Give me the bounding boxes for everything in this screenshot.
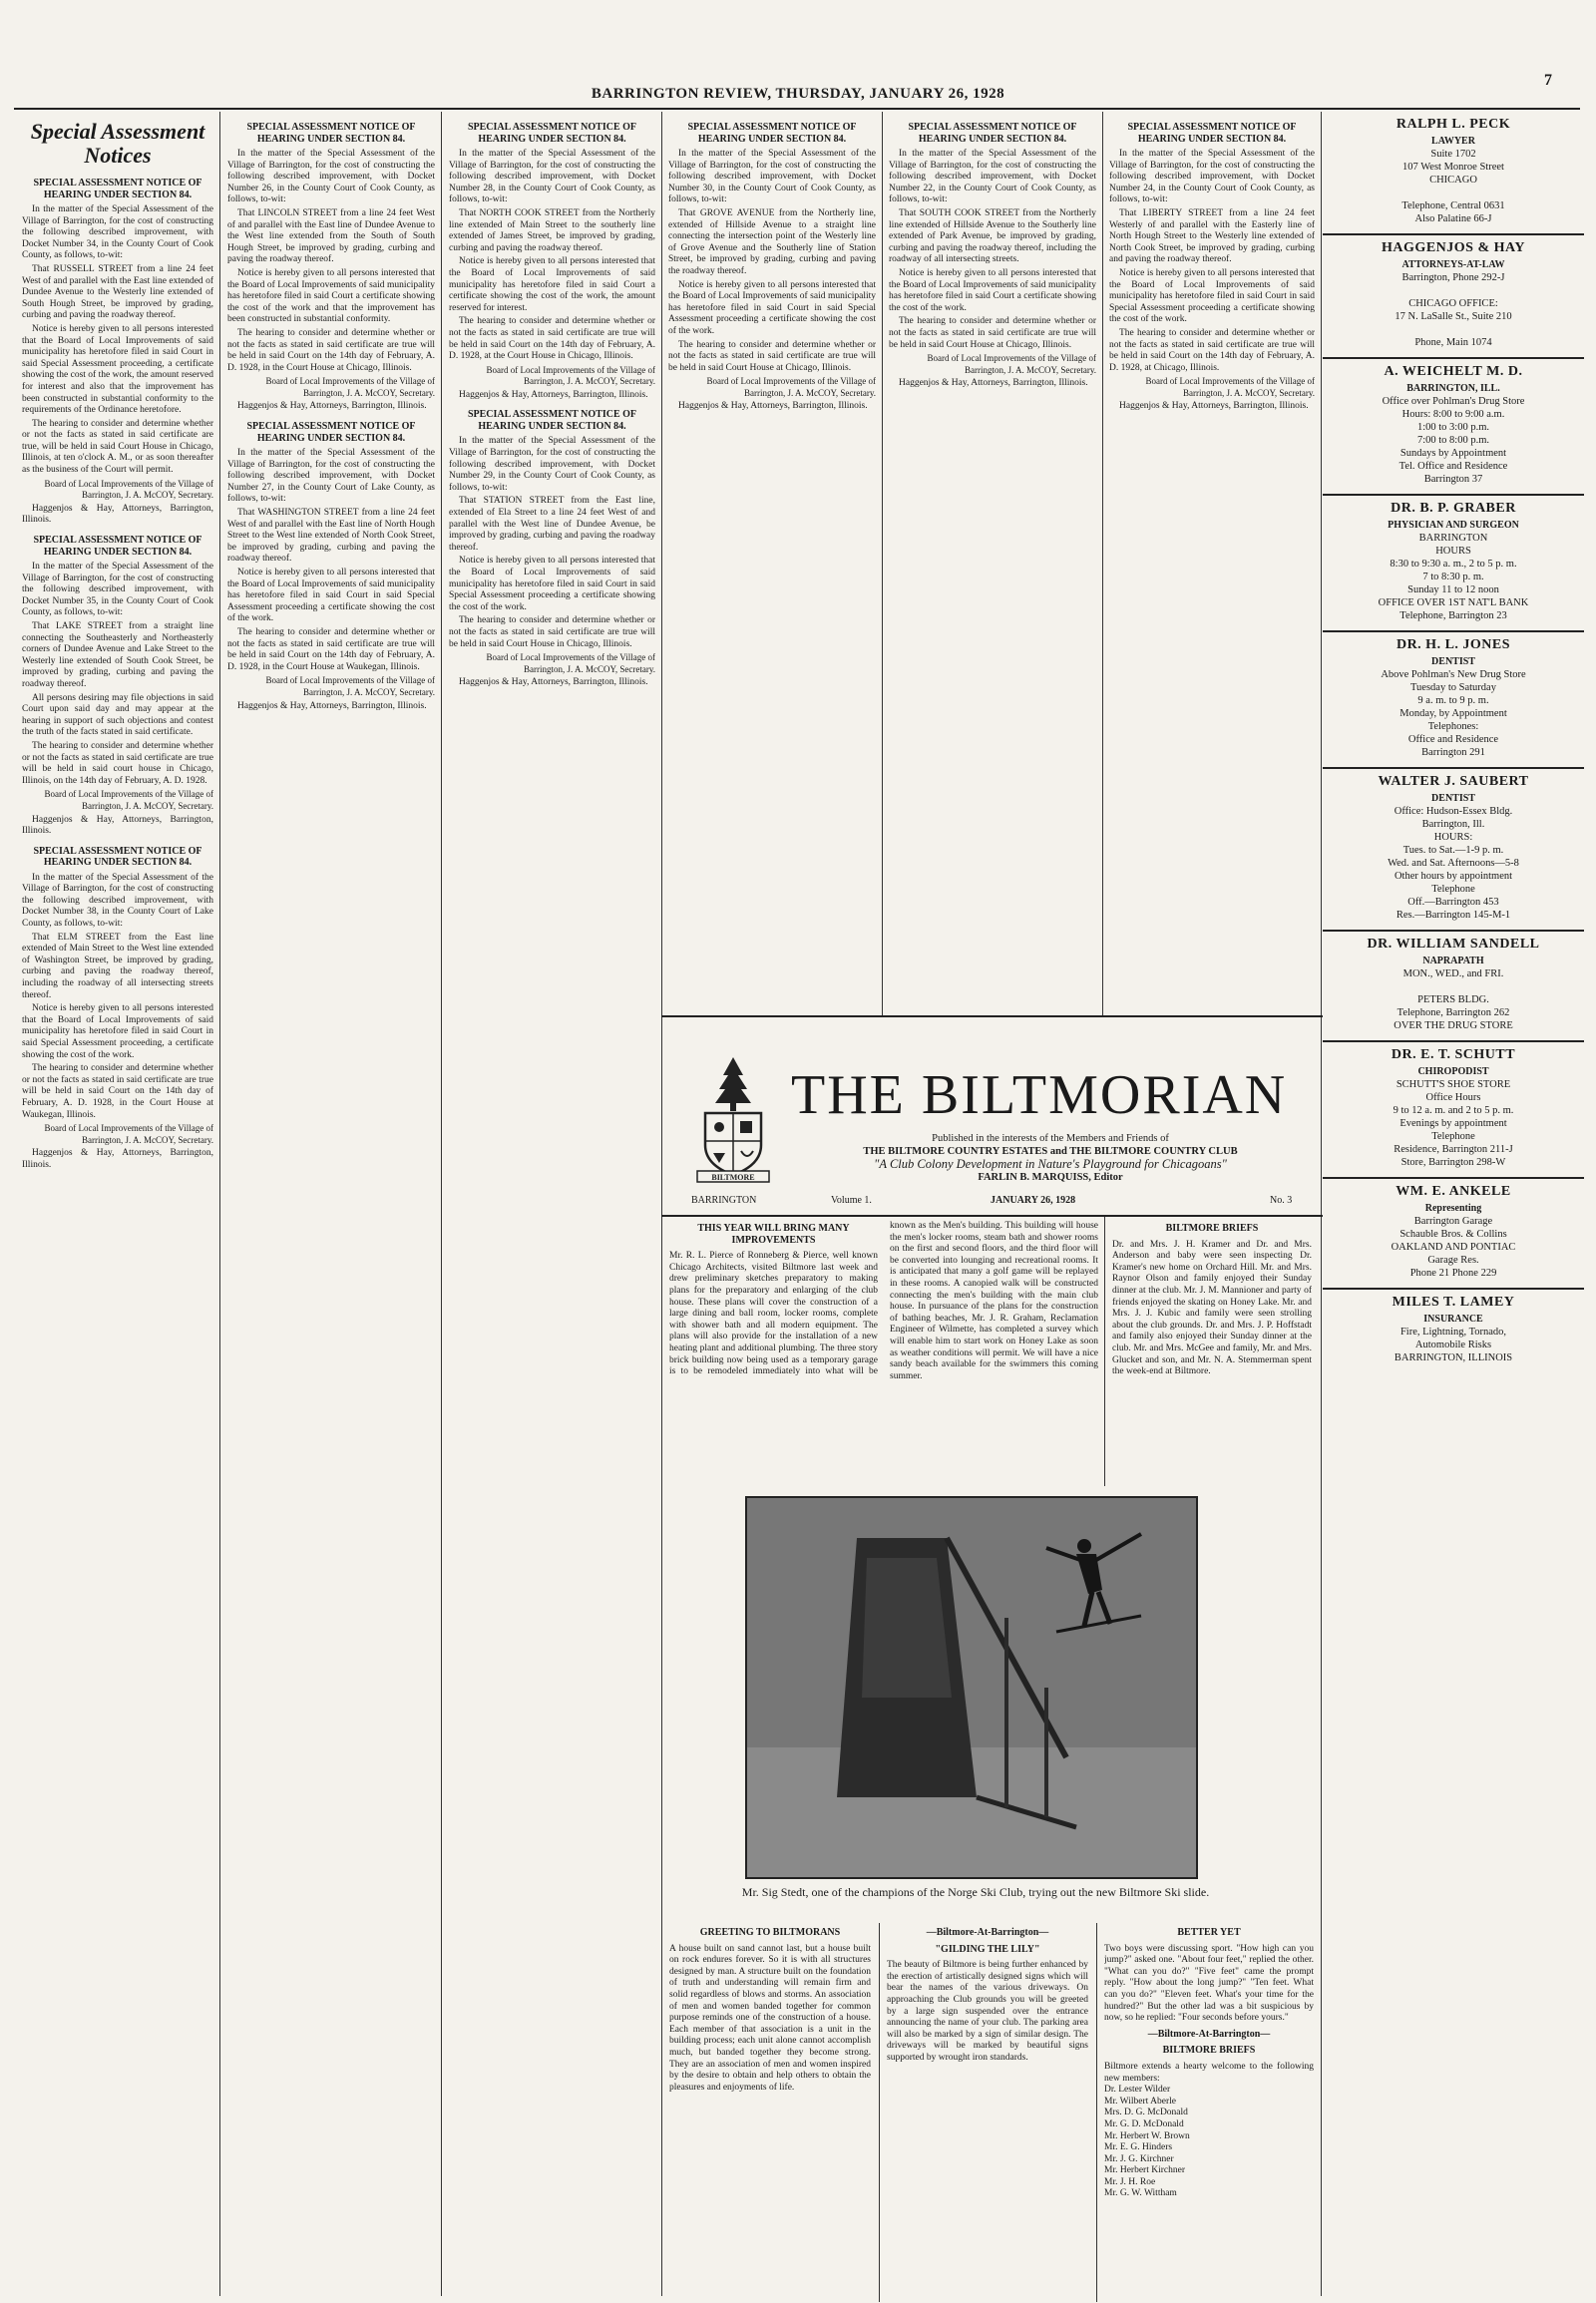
notice [1109,122,1315,413]
directory-card [1323,932,1584,1042]
directory-card [1323,112,1584,235]
new-member: Mr. G. D. McDonald [1104,2118,1184,2129]
column-rule [882,112,883,1015]
notice-body: Notice is hereby given to all persons interested that the Board of Local Improvements of said municipality has heretofore filed in said Court in said Special Assessment proceeding a certificate showing the cost of the work. [1109,267,1315,325]
notice-body: All persons desiring may file objections in said Court upon said day and may appear at the hearing in support of such objections and contest the truth of the facts stated in said certificate. [22,692,213,738]
notices-column-5 [889,114,1096,1011]
biltmorian-section [661,1015,1323,2303]
card-name: WALTER J. SAUBERT [1378,774,1529,789]
lily-headline: "GILDING THE LILY" [935,1943,1040,1955]
notice-intro: In the matter of the Special Assessment of the Village of Barrington, for the cost of constructing the following described improvement, with Docket Number 28, in the County Court of Cook County, as follows, to-wit: [449,149,655,205]
card-name: DR. B. P. GRABER [1391,501,1516,516]
notice-intro: In the matter of the Special Assessment of the Village of Barrington, for the cost of constructing the following described improvement, with Docket Number 34, in the County Court of Cook County, as follows, to-wit: [22,204,213,261]
biltmorian-slogan: "A Club Colony Development in Nature's Playground for Chicagoans" [874,1157,1227,1171]
card-details: Suite 1702 107 West Monroe Street CHICAGO Telephone, Central 0631 Also Palatine 66-J [1401,149,1505,224]
notices-column-4 [668,114,876,1011]
notice-street: That LINCOLN STREET from a line 24 feet West of and parallel with the East line of Dundee Avenue to the West line extended from the South of South Hough Street, be improved by grading, curbing and paving the roadway thereof. [227,207,435,265]
notice [22,178,213,527]
card-title: LAWYER [1431,136,1475,147]
card-details: Barrington Garage Schauble Bros. & Collins OAKLAND AND PONTIAC Garage Res. Phone 21 Phone 229 [1391,1216,1516,1279]
directory-card [1323,769,1584,932]
new-members-intro: Biltmore extends a hearty welcome to the following new members: [1104,2061,1314,2084]
directory-card [1323,1179,1584,1290]
card-details: Above Pohlman's New Drug Store Tuesday to Saturday 9 a. m. to 9 p. m. Monday, by Appointment Telephones: Office and Residence Barrington 291 [1381,669,1526,758]
directory-card [1323,235,1584,359]
notice-hearing: The hearing to consider and determine whether or not the facts as stated in said certificate are true will be held in said court house in Chicago, Illinois, on the 14th day of February, A. D. 1928. [22,740,213,786]
better-headline: BETTER YET [1177,1927,1241,1938]
notice-street: That LAKE STREET from a straight line connecting the Southeasterly and Northeasterly corners of Dundee Avenue and Lake Street to the Westerly line extended of South Cook Street, be improved by grading, curbing and paving the roadway thereof. [22,621,213,689]
biltmore-briefs [1112,1221,1312,1490]
directory-card [1323,632,1584,769]
masthead-rule [14,108,1580,110]
card-details: SCHUTT'S SHOE STORE Office Hours 9 to 12 a. m. and 2 to 5 p. m. Evenings by appointment Telephone Residence, Barrington 211-J Store, Barrington 298-W [1393,1079,1514,1168]
notice-body: Notice is hereby given to all persons interested that the Board of Local Improvements of said municipality has heretofore filed in said Court a certificate showing the cost of the work. [889,267,1096,313]
card-name: DR. E. T. SCHUTT [1391,1047,1516,1062]
notice-attorneys: Haggenjos & Hay, Attorneys, Barrington, Illinois. [237,700,427,711]
new-member: Mr. Wilbert Aberle [1104,2096,1176,2107]
column-rule [441,112,442,2296]
biltmorian-header [661,1017,1323,1217]
card-details: Office over Pohlman's Drug Store Hours: 8:00 to 9:00 a.m. 1:00 to 3:00 p.m. 7:00 to 8:00 p.m. Sundays by Appointment Tel. Office and Residence Barrington 37 [1382,396,1525,485]
card-title: Representing [1424,1203,1482,1214]
notice-hearing: The hearing to consider and determine whether or not the facts as stated in said certificate are true, will be held in said Court House in Chicago, Illinois, at ten o'clock A. M., or as soon thereafter as the business of the Court will permit. [22,418,213,476]
notice-attorneys: Haggenjos & Hay, Attorneys, Barrington, Illinois. [237,401,427,412]
card-name: A. WEICHELT M. D. [1384,364,1523,379]
notice-heading: SPECIAL ASSESSMENT NOTICE OF HEARING UNDER SECTION 84. [246,122,416,145]
notice-body: Notice is hereby given to all persons interested that the Board of Local Improvements of said municipality has heretofore filed in said Court in said Special Assessment proceeding a certificate showing the cost of the work. [227,568,435,624]
crest-label: BILTMORE [711,1173,755,1182]
notice-hearing: The hearing to consider and determine whether or not the facts as stated in said certificate are true will be held in said Court on the 14th day of February, A. D. 1928, in the Court House at Waukegan, Illinois. [227,626,435,672]
biltmorian-title: THE BILTMORIAN [791,1064,1288,1126]
notice-hearing: The hearing to consider and determine whether or not the facts as stated in said certificate are true will be held in said Court on the 14th day of February, A. D. 1928, in the Court House at Waukegan, Illinois. [22,1063,213,1120]
notice-street: That LIBERTY STREET from a line 24 feet Westerly of and parallel with the Easterly line of North Hough Street to the Westerly line extended of North Cook Street, be improved by grading, curbing and paving the roadway thereof. [1109,207,1315,265]
better-yet-column [1104,1923,1314,2302]
notice-attorneys: Haggenjos & Hay, Attorneys, Barrington, Illinois. [899,378,1088,389]
notice-signature: Board of Local Improvements of the Village of Barrington, J. A. McCOY, Secretary. [706,376,876,398]
notice-signature: Board of Local Improvements of the Village of Barrington, J. A. McCOY, Secretary. [265,376,435,398]
notice-heading: SPECIAL ASSESSMENT NOTICE OF HEARING UNDER SECTION 84. [908,122,1077,145]
notice-attorneys: Haggenjos & Hay, Attorneys, Barrington, Illinois. [1119,401,1309,412]
card-name: HAGGENJOS & HAY [1382,240,1525,255]
notice-hearing: The hearing to consider and determine whether or not the facts as stated in said certificate are true will be held in said Court House at Chicago, Illinois. [668,339,876,373]
card-name: DR. H. L. JONES [1396,637,1511,652]
lily-rule: —Biltmore-At-Barrington— [926,1927,1049,1938]
notice-body: Notice is hereby given to all persons interested that the Board of Local Improvements of said municipality has heretofore filed in said Court in said Special Assessment proceeding, a certificate showing the cost of the work. [22,1003,213,1060]
notice-hearing: The hearing to consider and determine whether or not the facts as stated in said certificate are true will be held in said Court House at Chicago, Illinois. [889,316,1096,350]
biltmorian-volume: Volume 1. [831,1195,872,1206]
notice-heading: SPECIAL ASSESSMENT NOTICE OF HEARING UNDER SECTION 84. [33,535,202,558]
biltmorian-date: JANUARY 26, 1928 [991,1195,1076,1206]
notice-heading: SPECIAL ASSESSMENT NOTICE OF HEARING UNDER SECTION 84. [467,409,637,432]
notice-body: Notice is hereby given to all persons interested that the Board of Local Improvements of said municipality has heretofore filed in said Court a certificate showing the cost of the work, the amount reserved for interest. [449,256,655,313]
new-members-headline: BILTMORE BRIEFS [1162,2045,1256,2057]
notice-street: That ELM STREET from the East line extended of Main Street to the West line extended of Washington Street, be improved by grading, curbing and paving the roadway thereof, including the roadway of all intersecting streets thereof. [22,932,213,1000]
notice-signature: Board of Local Improvements of the Village of Barrington, J. A. McCOY, Secretary. [486,652,655,674]
column-rule [219,112,220,2296]
card-details: Fire, Lightning, Tornado, Automobile Risks BARRINGTON, ILLINOIS [1394,1327,1513,1363]
new-members-list [1104,2085,1314,2200]
biltmorian-line2: THE BILTMORE COUNTRY ESTATES and THE BILTMORE COUNTRY CLUB [863,1146,1238,1157]
directory-card [1323,359,1584,496]
directory-card [1323,496,1584,632]
new-member: Dr. Lester Wilder [1104,2085,1171,2096]
notice-street: That RUSSELL STREET from a line 24 feet West of and parallel with the East line extended of Dundee Avenue to the Westerly line extended of South Hough Street, be improved by grading, curbing and paving the roadway thereof. [22,263,213,321]
biltmorian-subtitle [791,1132,1310,1184]
notice [668,122,876,413]
greeting-headline: GREETING TO BILTMORANS [699,1927,841,1938]
card-details: MON., WED., and FRI. PETERS BLDG. Telephone, Barrington 262 OVER THE DRUG STORE [1394,968,1513,1031]
greeting-column [669,1923,871,2302]
photo-caption: Mr. Sig Stedt, one of the champions of the Norge Ski Club, trying out the new Biltmore Ski slide. [741,1885,1210,1899]
notice-body: Notice is hereby given to all persons interested that the Board of Local Improvements of said municipality has heretofore filed in said Court in said Special Assessment proceeding a certificate showing the cost of the work. [449,556,655,612]
notice-heading: SPECIAL ASSESSMENT NOTICE OF HEARING UNDER SECTION 84. [33,845,202,869]
card-title: DENTIST [1431,656,1475,667]
lily-body: The beauty of Biltmore is being further enhanced by the erection of artistically designed signs which will bear the names of the various driveways. On approaching the Club grounds you will be greeted by a large sign suspended over the entrance announcing the name of your club. The parking area will also be marked by a sign of similar design. The driveways will be marked by beautiful signs supported by wrought iron standards. [887,1960,1088,2063]
biltmorian-editor: FARLIN B. MARQUISS, Editor [978,1172,1123,1183]
notice-street: That NORTH COOK STREET from the Northerly line extended of Main Street to the southerly line extended of James Street, be improved by grading, curbing and paving the roadway thereof. [449,207,655,253]
card-title: ATTORNEYS-AT-LAW [1401,259,1505,270]
directory-card [1323,1042,1584,1179]
card-title: CHIROPODIST [1417,1066,1489,1077]
greeting-body: A house built on sand cannot last, but a house built on rock endures forever. So it is with all structures designed by man. A structure built on the foundation of truth and understanding will remain firm and solid regardless of blows and storms. An association of men and women banded together for common purpose reminds one of the construction of a house. Each member of that association is a unit in the building process; each unit alone cannot accomplish much, but banded together they become strong. They are an association of men and women inspired by the desire to obtain and help others to obtain the pleasures and enjoyments of life. [669,1943,871,2093]
new-member: Mr. E. G. Hinders [1104,2142,1173,2153]
notice-intro: In the matter of the Special Assessment of the Village of Barrington, for the cost of constructing the following described improvement, with Docket Number 22, in the County Court of Cook County, as follows, to-wit: [889,149,1096,205]
new-member: Mrs. D. G. McDonald [1104,2108,1188,2118]
biltmorian-line1: Published in the interests of the Members and Friends of [932,1133,1169,1144]
briefs-body: Dr. and Mrs. J. H. Kramer and Dr. and Mrs. Anderson and baby were seen inspecting Dr. Kramer's new home on Orchard Hill. Mr. and Mrs. Raynor Olson and family enjoyed their Sunday dinner at the club. Mr. J. M. Mannioner and party of friends enjoyed the skating on Honey Lake. Mr. and Mrs. J. J. Kubic and family were seen strolling about the club grounds. Dr. and Mrs. J. P. Hoffstadt and family also enjoyed their Sunday dinner at the club. Mr. and Mrs. McGee and family, Mr. and Mrs. Glucket and son, and Mr. N. A. Stemmerman spent the week-end at Biltmore. [1112,1239,1312,1377]
notice-signature: Board of Local Improvements of the Village of Barrington, J. A. McCOY, Secretary. [927,353,1096,375]
notice-attorneys: Haggenjos & Hay, Attorneys, Barrington, Illinois. [22,814,213,837]
notice-intro: In the matter of the Special Assessment of the Village of Barrington, for the cost of constructing the following described improvement, with Docket Number 38, in the County Court of Lake County, as follows, to-wit: [22,872,213,930]
notice-signature: Board of Local Improvements of the Village of Barrington, J. A. McCOY, Secretary. [265,675,435,697]
notice-signature: Board of Local Improvements of the Village of Barrington, J. A. McCOY, Secretary. [44,478,213,501]
notice [22,535,213,838]
notice-signature: Board of Local Improvements of the Village of Barrington, J. A. McCOY, Secretary. [1145,376,1315,398]
better-rule: —Biltmore-At-Barrington— [1147,2028,1271,2040]
column-rule [1104,1217,1105,1486]
new-member: Mr. J. H. Roe [1104,2176,1156,2187]
notice-street: That GROVE AVENUE from the Northerly line, extended of Hillside Avenue to a straight line connecting the intersection point of the Westerly line of Grove Avenue and the Southerly line of Station Street, be improved by grading, curbing and paving the roadway thereof. [668,207,876,276]
card-title: PHYSICIAN AND SURGEON [1388,520,1519,531]
notice-signature: Board of Local Improvements of the Village of Barrington, J. A. McCOY, Secretary. [44,1123,213,1145]
ski-jump-image [747,1498,1196,1877]
notice-signature: Board of Local Improvements of the Village of Barrington, J. A. McCOY, Secretary. [44,789,213,811]
notice-intro: In the matter of the Special Assessment of the Village of Barrington, for the cost of constructing the following described improvement, with Docket Number 35, in the County Court of Cook County, as follows, to-wit: [22,562,213,618]
new-member: Mr. Herbert Kirchner [1104,2165,1185,2176]
notice [22,846,213,1172]
notice-body: Notice is hereby given to all persons interested that the Board of Local Improvements of said municipality has heretofore filed in said Court in said Special Assessment proceeding a certificate showing the cost of the work. [668,279,876,336]
masthead: BARRINGTON REVIEW, THURSDAY, JANUARY 26, 1928 [591,86,1005,102]
notice-attorneys: Haggenjos & Hay, Attorneys, Barrington, Illinois. [678,401,868,412]
notice-attorneys: Haggenjos & Hay, Attorneys, Barrington, Illinois. [22,1148,213,1170]
notice-intro: In the matter of the Special Assessment of the Village of Barrington, for the cost of constructing the following described improvement, with Docket Number 30, in the County Court of Cook County, as follows, to-wit: [668,149,876,205]
column-rule [879,1923,880,2302]
card-name: MILES T. LAMEY [1392,1295,1515,1310]
lily-column [887,1923,1088,2302]
card-title: DENTIST [1431,793,1475,804]
notice-attorneys: Haggenjos & Hay, Attorneys, Barrington, Illinois. [22,503,213,526]
story-headline: THIS YEAR WILL BRING MANY IMPROVEMENTS [697,1223,850,1246]
business-directory [1323,112,1584,2286]
story-body: Mr. R. L. Pierce of Ronneberg & Pierce, well known Chicago Architects, visited Biltmore last week and drew preliminary sketches preparatory to making plans for the preparatory and enlarging of the club house. These plans will cover the construction of a large dining and ball room, locker rooms, complete with shower bath and all modern equipment. The plans will also provide for the installation of a new heating plant and additional plumbing. The three story brick building now being used as a temporary garage is to be remodeled immediately into what will be known as the Men's building. This building will house the men's locker rooms, steam bath and shower rooms on the first and second floors, and the third floor will be converted into lounging and recreational rooms. It is anticipated that many a golf game will be replayed in these rooms. A canopied walk will be constructed connecting the men's building with the main club house. In pursuance of the plans for the construction of bathing beaches, Mr. J. R. Graham, Reclamation Engineer of Wilmette, has completed a survey which will enable him to start work on Honey Lake as soon as weather conditions will permit. We will have a nice sandy beach available for the swimmers this coming summer. [669,1221,1098,1381]
card-name: RALPH L. PECK [1396,117,1511,132]
notice-hearing: The hearing to consider and determine whether or not the facts as stated in said certificate are true will be held in said Court on the 14th day of February, A. D. 1928, in the Court House at Chicago, Illinois. [227,327,435,373]
briefs-headline: BILTMORE BRIEFS [1165,1223,1259,1234]
notice-hearing: The hearing to consider and determine whether or not the facts as stated in said certificate are true will be held in said Court on the 14th day of February, A. D. 1928, at the Court House in Chicago, Illinois. [449,316,655,362]
section-title: Special Assessment Notices [30,119,205,168]
notice-hearing: The hearing to consider and determine whether or not the facts as stated in said certificate are true will be held in said Court House in Chicago, Illinois. [449,615,655,649]
column-rule [1096,1923,1097,2302]
notice [889,122,1096,390]
biltmore-crest-icon [683,1053,783,1183]
notice [449,122,655,401]
page-number: 7 [1544,72,1552,89]
notice-body: Notice is hereby given to all persons interested that the Board of Local Improvements of said municipality has heretofore filed in said Court in said Special Assessment proceeding, a certificate showing the cost of the work, the amount reserved for interest and also that the improvement has been constructed in substantial conformity to the requirements of the Ordinance heretofore. [22,323,213,416]
notice-signature: Board of Local Improvements of the Village of Barrington, J. A. McCOY, Secretary. [486,364,655,387]
notice-body: Notice is hereby given to all persons interested that the Board of Local Improvements of said municipality has heretofore filed in said Court a certificate showing the cost of the work and that the improvement has been constructed in substantial conformity. [227,267,435,325]
new-member: Mr. G. W. Wittham [1104,2188,1177,2199]
new-member: Mr. J. G. Kirchner [1104,2153,1174,2164]
new-member: Mr. Herbert W. Brown [1104,2130,1190,2141]
card-title: INSURANCE [1423,1314,1483,1325]
notice-heading: SPECIAL ASSESSMENT NOTICE OF HEARING UNDER SECTION 84. [1127,122,1297,145]
notice-heading: SPECIAL ASSESSMENT NOTICE OF HEARING UNDER SECTION 84. [33,178,202,200]
notices-column-6 [1109,114,1315,1011]
ski-jump-photo [745,1496,1198,1879]
card-name: WM. E. ANKELE [1396,1184,1511,1199]
notice-street: That WASHINGTON STREET from a line 24 feet West of and parallel with the East line of North Hough Street to the West line extended of North Cook Street, be improved by grading, curbing and paving the roadway thereof. [227,508,435,565]
notice-heading: SPECIAL ASSESSMENT NOTICE OF HEARING UNDER SECTION 84. [467,122,637,145]
column-rule [1102,112,1103,1015]
notices-column-3 [449,114,655,2288]
notice-attorneys: Haggenjos & Hay, Attorneys, Barrington, Illinois. [459,677,648,688]
notice-heading: SPECIAL ASSESSMENT NOTICE OF HEARING UNDER SECTION 84. [687,122,857,145]
notice-street: That SOUTH COOK STREET from the Northerly line extended of Hillside Avenue to the Southerly line extended of Park Avenue, be improved by grading, curbing and paving the roadway thereof, including the roadway of all intersecting streets. [889,207,1096,265]
notices-column-2 [227,114,435,2288]
notice-intro: In the matter of the Special Assessment of the Village of Barrington, for the cost of constructing the following described improvement, with Docket Number 29, in the County Court of Cook County, as follows, to-wit: [449,436,655,493]
notice-street: That STATION STREET from the East line, extended of Ela Street to a line 24 feet West of and parallel with the West line of Dundee Avenue, be improved by grading, curbing and paving the roadway thereof. [449,496,655,553]
notice [449,409,655,688]
story-improvements [669,1221,1098,1490]
notice-intro: In the matter of the Special Assessment of the Village of Barrington, for the cost of constructing the following described improvement, with Docket Number 24, in the County Court of Cook County, as follows, to-wit: [1109,149,1315,205]
better-body: Two boys were discussing sport. "How high can you jump?" asked one. "About four feet," replied the other. "What can you do?" "Five feet" came the prompt reply. "How about the long jump?" "Ten feet. What can you do?" "Eleven feet. What's your time for the hundred?" But the other lad was a bit suspicious by now, so he replied: "Four seconds before yours." [1104,1943,1314,2024]
card-name: DR. WILLIAM SANDELL [1367,937,1540,952]
notice-hearing: The hearing to consider and determine whether or not the facts as stated in said certificate are true will be held in said Court on the 14th day of February, A. D. 1928, at Chicago, Illinois. [1109,327,1315,373]
card-title: BARRINGTON, ILL. [1406,383,1500,394]
notice [227,421,435,712]
notices-column-1 [22,114,213,2288]
notice-intro: In the matter of the Special Assessment of the Village of Barrington, for the cost of constructing the following described improvement, with Docket Number 27, in the County Court of Lake County, as follows, to-wit: [227,448,435,505]
notice-attorneys: Haggenjos & Hay, Attorneys, Barrington, Illinois. [459,389,648,400]
notice-heading: SPECIAL ASSESSMENT NOTICE OF HEARING UNDER SECTION 84. [246,421,416,444]
biltmorian-number: No. 3 [1270,1195,1293,1206]
card-title: NAPRAPATH [1422,956,1484,966]
notice [227,122,435,413]
directory-card [1323,1290,1584,1372]
card-details: BARRINGTON HOURS 8:30 to 9:30 a. m., 2 to 5 p. m. 7 to 8:30 p. m. Sunday 11 to 12 noon OFFICE OVER 1ST NAT'L BANK Telephone, Barrington 23 [1378,533,1529,621]
biltmorian-place: BARRINGTON [691,1195,757,1206]
card-details: Office: Hudson-Essex Bldg. Barrington, Ill. HOURS: Tues. to Sat.—1-9 p. m. Wed. and Sat. Afternoons—5-8 Other hours by appointment Telephone Off.—Barrington 453 Res.—Barrington 145-M-1 [1388,806,1519,921]
card-details: Barrington, Phone 292-J CHICAGO OFFICE: 17 N. LaSalle St., Suite 210 Phone, Main 1074 [1395,272,1512,348]
notice-intro: In the matter of the Special Assessment of the Village of Barrington, for the cost of constructing the following described improvement, with Docket Number 26, in the County Court of Cook County, as follows, to-wit: [227,149,435,205]
